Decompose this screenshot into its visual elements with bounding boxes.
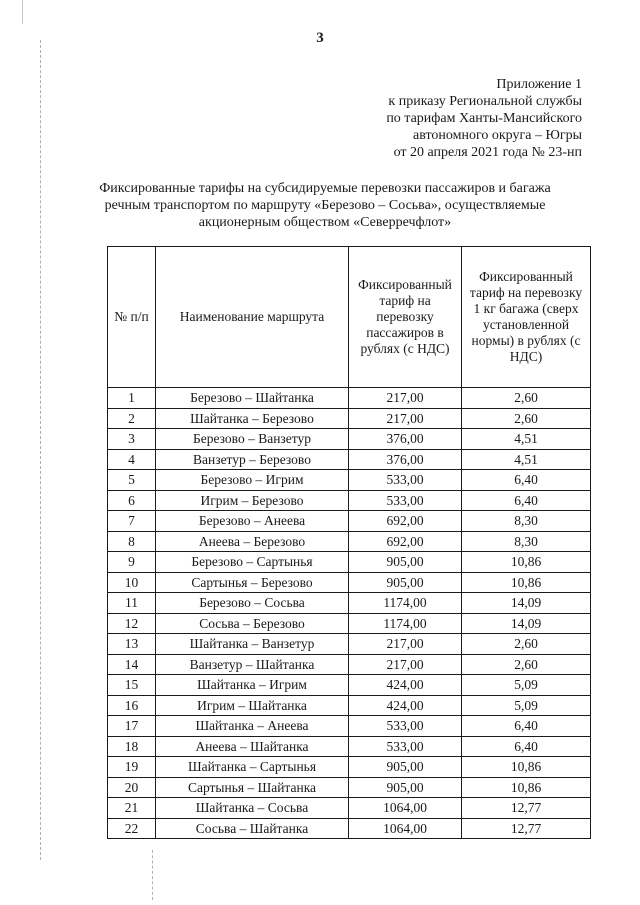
cell-route: Шайтанка – Игрим	[156, 675, 349, 696]
table-row	[108, 613, 591, 634]
cell-route: Шайтанка – Березово	[156, 408, 349, 429]
cell-passenger-tariff: 692,00	[349, 531, 462, 552]
cell-route: Сосьва – Шайтанка	[156, 818, 349, 839]
title-line: Фиксированные тарифы на субсидируемые перевозки пассажиров и багажа	[99, 181, 551, 196]
cell-baggage-tariff: 6,40	[462, 716, 591, 737]
cell-num: 17	[108, 716, 156, 737]
cell-passenger-tariff: 905,00	[349, 572, 462, 593]
cell-num: 8	[108, 531, 156, 552]
cell-passenger-tariff: 905,00	[349, 757, 462, 778]
cell-baggage-tariff: 6,40	[462, 490, 591, 511]
cell-baggage-tariff: 12,77	[462, 798, 591, 819]
cell-route: Игрим – Шайтанка	[156, 695, 349, 716]
appendix-line: к приказу Региональной службы	[388, 94, 582, 109]
cell-route: Шайтанка – Сосьва	[156, 798, 349, 819]
cell-baggage-tariff: 6,40	[462, 470, 591, 491]
cell-baggage-tariff: 5,09	[462, 675, 591, 696]
cell-route: Сосьва – Березово	[156, 613, 349, 634]
cell-passenger-tariff: 217,00	[349, 654, 462, 675]
appendix-line: от 20 апреля 2021 года № 23-нп	[393, 145, 582, 160]
cell-passenger-tariff: 376,00	[349, 449, 462, 470]
page-number: 3	[316, 30, 324, 46]
cell-baggage-tariff: 4,51	[462, 449, 591, 470]
cell-num: 18	[108, 736, 156, 757]
table-row	[108, 757, 591, 778]
title-line: акционерным обществом «Северречфлот»	[198, 215, 452, 230]
cell-passenger-tariff: 1174,00	[349, 613, 462, 634]
cell-num: 5	[108, 470, 156, 491]
cell-passenger-tariff: 217,00	[349, 408, 462, 429]
cell-baggage-tariff: 10,86	[462, 777, 591, 798]
scan-artifact-line	[152, 850, 153, 900]
cell-passenger-tariff: 1064,00	[349, 798, 462, 819]
table-row	[108, 818, 591, 839]
table-row	[108, 634, 591, 655]
cell-num: 15	[108, 675, 156, 696]
appendix-line: по тарифам Ханты-Мансийского	[386, 111, 582, 126]
cell-route: Березово – Анеева	[156, 511, 349, 532]
scan-artifact-mark	[22, 0, 23, 24]
table-row	[108, 490, 591, 511]
cell-baggage-tariff: 2,60	[462, 408, 591, 429]
header-baggage-tariff: Фиксированный тариф на перевозку 1 кг багажа (сверх установленной нормы) в рублях (с НДС)	[462, 247, 591, 388]
cell-num: 1	[108, 388, 156, 409]
table-row	[108, 695, 591, 716]
cell-passenger-tariff: 692,00	[349, 511, 462, 532]
cell-route: Сартынья – Шайтанка	[156, 777, 349, 798]
appendix-line: Приложение 1	[496, 77, 582, 92]
cell-passenger-tariff: 533,00	[349, 490, 462, 511]
cell-route: Шайтанка – Ванзетур	[156, 634, 349, 655]
table-row	[108, 470, 591, 491]
cell-passenger-tariff: 424,00	[349, 695, 462, 716]
cell-baggage-tariff: 2,60	[462, 388, 591, 409]
cell-passenger-tariff: 217,00	[349, 388, 462, 409]
table-body	[108, 388, 591, 839]
cell-num: 16	[108, 695, 156, 716]
cell-passenger-tariff: 905,00	[349, 552, 462, 573]
table-row	[108, 654, 591, 675]
cell-baggage-tariff: 8,30	[462, 511, 591, 532]
cell-route: Анеева – Березово	[156, 531, 349, 552]
table-row	[108, 429, 591, 450]
cell-baggage-tariff: 10,86	[462, 572, 591, 593]
table-header-row	[108, 247, 591, 388]
cell-baggage-tariff: 4,51	[462, 429, 591, 450]
cell-num: 4	[108, 449, 156, 470]
header-passenger-tariff: Фиксированный тариф на перевозку пассажиров в рублях (с НДС)	[349, 247, 462, 388]
scan-artifact-line	[40, 40, 41, 860]
appendix-block	[386, 76, 582, 161]
table-row	[108, 388, 591, 409]
cell-num: 9	[108, 552, 156, 573]
cell-num: 10	[108, 572, 156, 593]
cell-num: 22	[108, 818, 156, 839]
table-row	[108, 552, 591, 573]
cell-num: 14	[108, 654, 156, 675]
header-num: № п/п	[108, 247, 156, 388]
cell-baggage-tariff: 14,09	[462, 613, 591, 634]
cell-baggage-tariff: 12,77	[462, 818, 591, 839]
table-row	[108, 593, 591, 614]
cell-passenger-tariff: 1064,00	[349, 818, 462, 839]
cell-route: Березово – Шайтанка	[156, 388, 349, 409]
cell-num: 21	[108, 798, 156, 819]
table-row	[108, 449, 591, 470]
cell-passenger-tariff: 217,00	[349, 634, 462, 655]
cell-baggage-tariff: 6,40	[462, 736, 591, 757]
cell-route: Шайтанка – Сартынья	[156, 757, 349, 778]
cell-num: 7	[108, 511, 156, 532]
cell-baggage-tariff: 8,30	[462, 531, 591, 552]
tariff-table	[107, 246, 591, 839]
document-title	[90, 180, 560, 231]
appendix-line: автономного округа – Югры	[413, 128, 582, 143]
cell-passenger-tariff: 376,00	[349, 429, 462, 450]
table-row	[108, 777, 591, 798]
cell-baggage-tariff: 14,09	[462, 593, 591, 614]
cell-passenger-tariff: 1174,00	[349, 593, 462, 614]
cell-passenger-tariff: 533,00	[349, 470, 462, 491]
cell-route: Березово – Ванзетур	[156, 429, 349, 450]
cell-num: 11	[108, 593, 156, 614]
cell-num: 2	[108, 408, 156, 429]
cell-num: 3	[108, 429, 156, 450]
table-row	[108, 798, 591, 819]
cell-num: 13	[108, 634, 156, 655]
cell-route: Анеева – Шайтанка	[156, 736, 349, 757]
cell-route: Березово – Сосьва	[156, 593, 349, 614]
table-row	[108, 531, 591, 552]
cell-baggage-tariff: 2,60	[462, 634, 591, 655]
cell-passenger-tariff: 533,00	[349, 736, 462, 757]
cell-route: Ванзетур – Шайтанка	[156, 654, 349, 675]
cell-num: 19	[108, 757, 156, 778]
cell-passenger-tariff: 905,00	[349, 777, 462, 798]
table-row	[108, 511, 591, 532]
table-row	[108, 716, 591, 737]
cell-route: Игрим – Березово	[156, 490, 349, 511]
cell-route: Шайтанка – Анеева	[156, 716, 349, 737]
cell-route: Сартынья – Березово	[156, 572, 349, 593]
cell-route: Ванзетур – Березово	[156, 449, 349, 470]
cell-baggage-tariff: 10,86	[462, 757, 591, 778]
cell-baggage-tariff: 5,09	[462, 695, 591, 716]
cell-passenger-tariff: 533,00	[349, 716, 462, 737]
table-row	[108, 736, 591, 757]
title-line: речным транспортом по маршруту «Березово – Сосьва», осуществляемые	[104, 198, 546, 213]
cell-baggage-tariff: 2,60	[462, 654, 591, 675]
table-row	[108, 675, 591, 696]
table-row	[108, 408, 591, 429]
cell-num: 20	[108, 777, 156, 798]
cell-route: Березово – Сартынья	[156, 552, 349, 573]
header-route: Наименование маршрута	[156, 247, 349, 388]
table-row	[108, 572, 591, 593]
cell-passenger-tariff: 424,00	[349, 675, 462, 696]
cell-baggage-tariff: 10,86	[462, 552, 591, 573]
cell-num: 6	[108, 490, 156, 511]
cell-num: 12	[108, 613, 156, 634]
cell-route: Березово – Игрим	[156, 470, 349, 491]
